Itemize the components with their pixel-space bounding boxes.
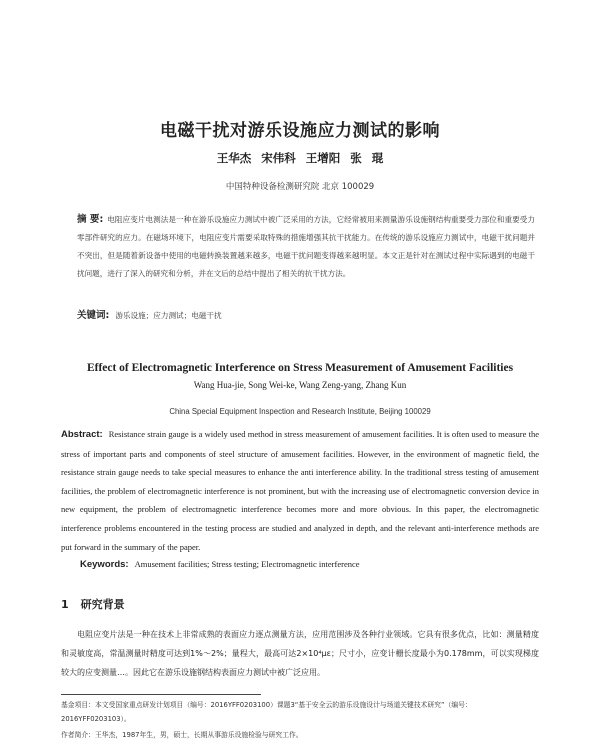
- abstract-text-en: Resistance strain gauge is a widely used method in stress measurement of amusement facilities. It is often used to measure the stress of important parts and components of steel structure of amusement facilities. However, in the environment of magnetic field, the resistance strain gauge needs to take special measures to enhance the anti interference ability. In the traditional stress testing of amusement facilities, the problem of electromagnetic interference is not prominent, but with the increasing use of electromagnetic conversion device in new equipment, the problem of electromagnetic interference becomes more and more obvious. In this paper, the electromagnetic interference problems encountered in the testing process are studied and analyzed in depth, and the relevant anti-interference methods are put forward in the summary of the paper.: [61, 429, 539, 552]
- keywords-text-cn: 游乐设施；应力测试；电磁干扰: [115, 311, 222, 320]
- footnote-author-bio: 作者简介：王华杰，1987年生，男，硕士，长期从事游乐设施检验与研究工作。: [61, 731, 303, 739]
- paper-title-cn: 电磁干扰对游乐设施应力测试的影响: [160, 121, 440, 141]
- body-paragraph: 电阻应变片法是一种在技术上非常成熟的表面应力逐点测量方法，应用范围涉及各种行业领域。它具有很多优点，比如：测量精度和灵敏度高，常温测量时精度可达到1%～2%；量程大，最高可达2×10⁴με；尺寸小，应变计栅长度最小为0.178mm，可以实现梯度较大的应变测量…。因此它在游乐设施钢结构表面应力测试中被广泛应用。: [61, 630, 539, 677]
- affiliation-en: China Special Equipment Inspection and Research Institute, Beijing 100029: [169, 407, 431, 416]
- abstract-label-cn: 摘 要:: [77, 214, 104, 225]
- keywords-cn: [77, 307, 535, 321]
- keywords-label-en: Keywords:: [80, 559, 129, 570]
- authors-en: Wang Hua-jie, Song Wei-ke, Wang Zeng-yang, Zhang Kun: [193, 380, 407, 390]
- paper-title-en: Effect of Electromagnetic Interference on Stress Measurement of Amusement Facilities: [86, 362, 514, 374]
- section-number: 1: [61, 598, 69, 611]
- section-title: 研究背景: [80, 598, 125, 611]
- abstract-en: [61, 425, 539, 556]
- keywords-text-en: Amusement facilities; Stress testing; Electromagnetic interference: [134, 559, 360, 569]
- footnote-divider: [61, 694, 261, 695]
- abstract-text-cn: 电阻应变片电测法是一种在游乐设施应力测试中被广泛采用的方法，它经常被用来测量游乐设施钢结构重要受力部位和重要受力零部件研究的应力。在磁场环境下，电阻应变片需要采取特殊的措施增强其抗干扰能力。在传统的游乐设施应力测试中，电磁干扰问题并不突出，但是随着新设备中使用的电磁转换装置越来越多，电磁干扰问题变得越来越明显。本文正是针对在测试过程中实际遇到的电磁干扰问题，进行了深入的研究和分析，并在文后的总结中提出了相关的抗干扰方法。: [77, 215, 535, 278]
- keywords-label-cn: 关键词:: [77, 310, 110, 321]
- footnote-funding: 基金项目：本文受国家重点研发计划项目（编号：2016YFF0203100）课题3“基于安全云的游乐设施设计与场道关键技术研究”（编号：2016YFF0203103）。: [61, 701, 472, 723]
- abstract-cn: [77, 211, 535, 283]
- affiliation-cn: 中国特种设备检测研究院 北京 100029: [225, 182, 375, 192]
- abstract-label-en: Abstract:: [61, 429, 103, 440]
- keywords-en: [80, 559, 540, 570]
- authors-cn: 王华杰 宋伟科 王增阳 张 琨: [216, 151, 384, 165]
- section-heading: [61, 596, 125, 612]
